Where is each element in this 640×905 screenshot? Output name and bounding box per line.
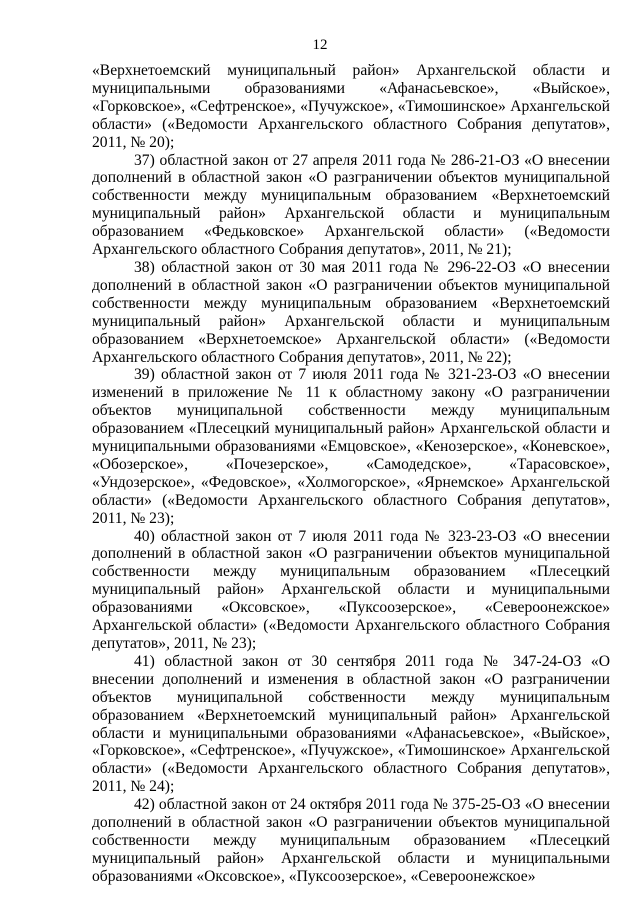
page-number: 12 [312, 37, 328, 53]
paragraph-item-38: 38) областной закон от 30 мая 2011 года № 296-22-ОЗ «О внесении дополнений в областной закон «О разграничении объектов муниципальной собственности между муниципальным образованием «Верхнетоемский муниципальный район» Архангельской области и муниципальным образованием «Верхнетоемское» Архангельской области» («Ведомости Архангельского областного Собрания депутатов», 2011, № 22); [92, 258, 610, 366]
paragraph-item-40: 40) областной закон от 7 июля 2011 года № 323-23-ОЗ «О внесении дополнений в областной закон «О разграничении объектов муниципальной собственности между муниципальным образованием «Плесецкий муниципальный район» Архангельской области и муниципальными образованиями «Оксовское», «Пуксоозерское», «Североонежское» Архангельской области» («Ведомости Архангельского областного Собрания депутатов», 2011, № 23); [92, 527, 610, 652]
paragraph-item-41: 41) областной закон от 30 сентября 2011 года № 347-24-ОЗ «О внесении дополнений и изменения в областной закон «О разграничении объектов муниципальной собственности между муниципальным образованием «Верхнетоемский муниципальный район» Архангельской области и муниципальными образованиями «Афанасьевское», «Выйское», «Горковское», «Сефтренское», «Пучужское», «Тимошинское» Архангельской области» («Ведомости Архангельского областного Собрания депутатов», 2011, № 24); [92, 652, 610, 796]
document-body [92, 62, 610, 886]
paragraph-item-42: 42) областной закон от 24 октября 2011 года № 375-25-ОЗ «О внесении дополнений в областной закон «О разграничении объектов муниципальной собственности между муниципальным образованием «Плесецкий муниципальный район» Архангельской области и муниципальными образованиями «Оксовское», «Пуксоозерское», «Североонежское» [92, 796, 610, 885]
paragraph-item-39: 39) областной закон от 7 июля 2011 года № 321-23-ОЗ «О внесении изменений в приложение № 11 к областному закону «О разграничении объектов муниципальной собственности между муниципальным образованием «Плесецкий муниципальный район» Архангельской области и муниципальными образованиями «Емцовское», «Кенозерское», «Коневское», «Обозерское», «Почезерское», «Самодедское», «Тарасовское», «Ундозерское», «Федовское», «Холмогорское», «Ярнемское» Архангельской области» («Ведомости Архангельского областного Собрания депутатов», 2011, № 23); [92, 366, 610, 527]
paragraph-item-37: 37) областной закон от 27 апреля 2011 года № 286-21-ОЗ «О внесении дополнений в областной закон «О разграничении объектов муниципальной собственности между муниципальным образованием «Верхнетоемский муниципальный район» Архангельской области и муниципальным образованием «Федьковское» Архангельской области» («Ведомости Архангельского областного Собрания депутатов», 2011, № 21); [92, 151, 610, 259]
paragraph-continuation: «Верхнетоемский муниципальный район» Архангельской области и муниципальными образованиями «Афанасьевское», «Выйское», «Горковское», «Сефтренское», «Пучужское», «Тимошинское» Архангельской области» («Ведомости Архангельского областного Собрания депутатов», 2011, № 20); [92, 62, 610, 151]
